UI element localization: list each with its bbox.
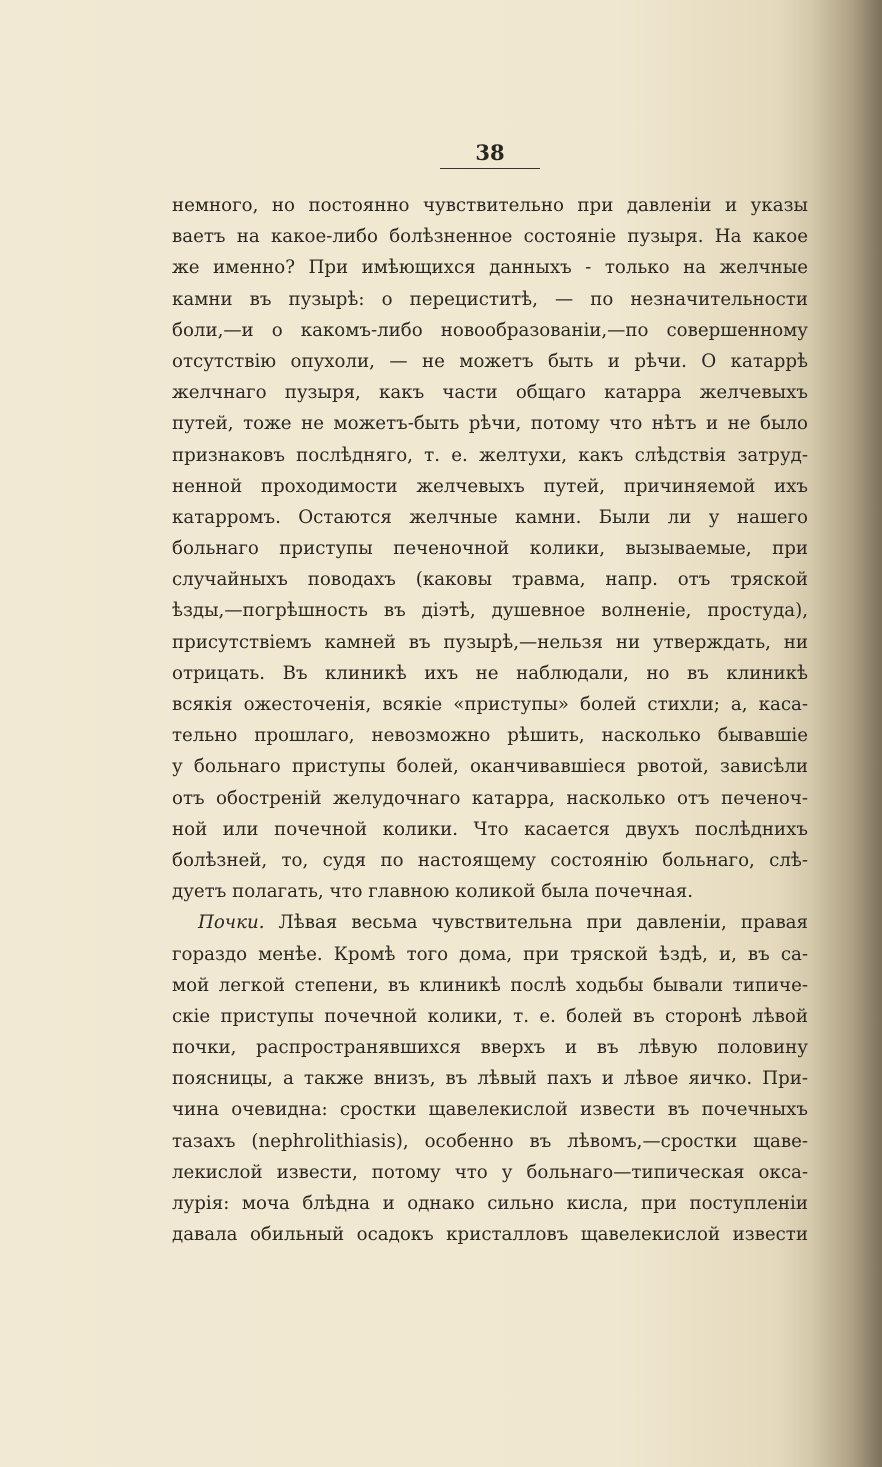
text-line: ваетъ на какое-либо болѣзненное состояніе пузыря. На какое bbox=[172, 226, 808, 248]
text-line: давала обильный осадокъ кристалловъ щавелекислой извести bbox=[172, 1224, 808, 1246]
text-line: гораздо менѣе. Кромѣ того дома, при тряской ѣздѣ, и, въ са- bbox=[172, 943, 808, 965]
body-text bbox=[172, 190, 808, 1250]
text-line: тельно прошлаго, невозможно рѣшить, насколько бывавшіе bbox=[172, 725, 808, 747]
text-line: болѣзней, то, судя по настоящему состоянію больнаго, слѣ- bbox=[172, 849, 808, 871]
paragraph-1 bbox=[172, 190, 808, 907]
paragraph-2 bbox=[172, 907, 808, 1250]
text-line: же именно? При имѣющихся данныхъ - только на желчные bbox=[172, 257, 808, 279]
text-line: боли,—и о какомъ-либо новообразованіи,—по совершенному bbox=[172, 319, 808, 341]
text-line: почки, распространявшихся вверхъ и въ лѣвую половину bbox=[172, 1037, 808, 1059]
text-line: скіе приступы почечной колики, т. е. болей въ сторонѣ лѣвой bbox=[172, 1005, 808, 1027]
text-line: случайныхъ поводахъ (каковы травма, напр. отъ тряской bbox=[172, 569, 808, 591]
text-line: лурія: моча блѣдна и однако сильно кисла, при поступленіи bbox=[172, 1193, 808, 1214]
page-edge-shadow bbox=[812, 0, 882, 1467]
text-line: отсутствію опухоли, — не можетъ быть и рѣчи. О катаррѣ bbox=[172, 350, 808, 372]
text-line: лекислой извести, потому что у больнаго—типическая окса- bbox=[172, 1161, 808, 1183]
text-line: больнаго приступы печеночной колики, вызываемые, при bbox=[172, 538, 808, 560]
text-line: желчнаго пузыря, какъ части общаго катарра желчевыхъ bbox=[172, 382, 808, 404]
text-line: присутствіемъ камней въ пузырѣ,—нельзя ни утверждать, ни bbox=[172, 631, 808, 653]
text-line-rest: Лѣвая весьма чувствительна при давленіи, правая bbox=[264, 912, 808, 934]
text-line: дуетъ полагать, что главною коликой была почечная. bbox=[172, 881, 694, 903]
section-lead: Почки. bbox=[198, 912, 265, 934]
text-line: признаковъ послѣдняго, т. е. желтухи, какъ слѣдствія затруд- bbox=[172, 444, 808, 466]
text-line: ѣзды,—погрѣшность въ діэтѣ, душевное волненіе, простуда), bbox=[172, 600, 808, 622]
text-line bbox=[172, 907, 808, 938]
text-line: катарромъ. Остаются желчные камни. Были ли у нашего bbox=[172, 506, 808, 528]
text-line: ной или почечной колики. Что касается двухъ послѣднихъ bbox=[172, 818, 808, 840]
text-line: всякія ожесточенія, всякіе «приступы» болей стихли; а, каса- bbox=[172, 694, 808, 715]
text-line: тазахъ (nephrolithiasis), особенно въ лѣвомъ,—сростки щаве- bbox=[172, 1130, 808, 1152]
text-line: отъ обостреній желудочнаго катарра, насколько отъ печеноч- bbox=[172, 787, 808, 809]
text-line: у больнаго приступы болей, оканчивавшіеся рвотой, зависѣли bbox=[172, 756, 808, 778]
text-line: отрицать. Въ клиникѣ ихъ не наблюдали, но въ клиникѣ bbox=[172, 662, 808, 684]
text-line: путей, тоже не можетъ-быть рѣчи, потому что нѣтъ и не было bbox=[172, 413, 808, 435]
text-line: немного, но постоянно чувствительно при давленіи и указы bbox=[172, 195, 808, 216]
header-rule bbox=[440, 168, 540, 169]
text-line: мой легкой степени, въ клиникѣ послѣ ходьбы бывали типиче- bbox=[172, 974, 808, 996]
text-line: поясницы, а также внизъ, въ лѣвый пахъ и лѣвое яичко. При- bbox=[172, 1068, 808, 1090]
text-line: чина очевидна: сростки щавелекислой извести въ почечныхъ bbox=[172, 1099, 808, 1121]
text-line: ненной проходимости желчевыхъ путей, причиняемой ихъ bbox=[172, 475, 808, 497]
page-number: 38 bbox=[475, 140, 505, 165]
text-line: камни въ пузырѣ: о перециститѣ, — по незначительности bbox=[172, 288, 808, 310]
